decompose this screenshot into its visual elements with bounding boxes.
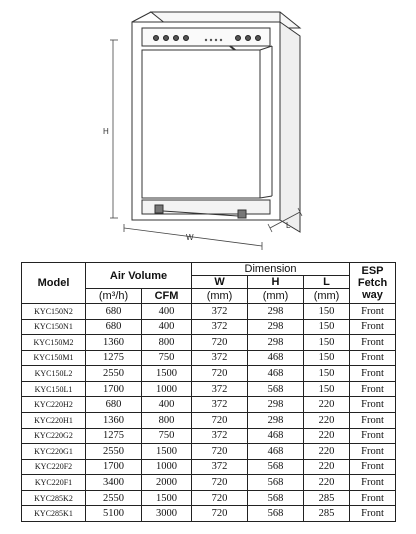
- cell-w: 372: [192, 304, 248, 320]
- header-w-unit: (mm): [192, 289, 248, 304]
- cell-model: KYC220H2: [22, 397, 86, 413]
- table-row: [22, 350, 396, 366]
- table-row: [22, 444, 396, 460]
- header-w: W: [192, 276, 248, 289]
- cell-m3h: 3400: [86, 475, 142, 491]
- valve-group-right: [236, 36, 261, 41]
- cell-model: KYC220G2: [22, 428, 86, 444]
- cell-way: Front: [350, 412, 396, 428]
- cell-m3h: 1275: [86, 350, 142, 366]
- cell-m3h: 2550: [86, 490, 142, 506]
- header-l: L: [304, 276, 350, 289]
- cabinet-side-face: [280, 22, 300, 232]
- cell-h: 298: [248, 304, 304, 320]
- cell-h: 568: [248, 490, 304, 506]
- cell-model: KYC220G1: [22, 444, 86, 460]
- header-h: H: [248, 276, 304, 289]
- cell-l: 150: [304, 335, 350, 351]
- cell-way: Front: [350, 319, 396, 335]
- header-h-unit: (mm): [248, 289, 304, 304]
- table-row: [22, 475, 396, 491]
- cell-l: 220: [304, 397, 350, 413]
- table-row: [22, 506, 396, 522]
- cell-cfm: 400: [142, 304, 192, 320]
- cell-m3h: 680: [86, 319, 142, 335]
- cell-m3h: 2550: [86, 366, 142, 382]
- cell-l: 220: [304, 444, 350, 460]
- cell-way: Front: [350, 335, 396, 351]
- cell-cfm: 800: [142, 335, 192, 351]
- cell-way: Front: [350, 397, 396, 413]
- cell-w: 720: [192, 412, 248, 428]
- cell-l: 220: [304, 475, 350, 491]
- cell-model: KYC220F2: [22, 459, 86, 475]
- cell-cfm: 1500: [142, 444, 192, 460]
- cell-w: 720: [192, 475, 248, 491]
- cell-cfm: 750: [142, 350, 192, 366]
- cell-way: Front: [350, 304, 396, 320]
- cell-w: 720: [192, 490, 248, 506]
- cell-w: 372: [192, 350, 248, 366]
- cell-w: 720: [192, 506, 248, 522]
- cell-h: 468: [248, 428, 304, 444]
- cell-model: KYC150N1: [22, 319, 86, 335]
- cell-model: KYC220H1: [22, 412, 86, 428]
- spec-table: [21, 262, 396, 522]
- cell-model: KYC150L2: [22, 366, 86, 382]
- cell-h: 298: [248, 319, 304, 335]
- cell-h: 298: [248, 335, 304, 351]
- cell-way: Front: [350, 475, 396, 491]
- cell-w: 372: [192, 397, 248, 413]
- unit-dimension-drawing: [0, 0, 416, 256]
- cell-h: 298: [248, 412, 304, 428]
- cell-model: KYC150M2: [22, 335, 86, 351]
- header-air-volume: Air Volume: [86, 263, 192, 289]
- table-row: [22, 428, 396, 444]
- cell-l: 285: [304, 490, 350, 506]
- cell-m3h: 680: [86, 304, 142, 320]
- cell-h: 468: [248, 350, 304, 366]
- header-m3h-unit: (m³/h): [86, 289, 142, 304]
- cell-m3h: 5100: [86, 506, 142, 522]
- cell-l: 220: [304, 412, 350, 428]
- table-row: [22, 381, 396, 397]
- cell-m3h: 1360: [86, 412, 142, 428]
- cell-way: Front: [350, 428, 396, 444]
- cell-l: 150: [304, 319, 350, 335]
- table-row: [22, 304, 396, 320]
- header-model: Model: [22, 263, 86, 304]
- table-row: [22, 335, 396, 351]
- cell-l: 150: [304, 350, 350, 366]
- table-row: [22, 459, 396, 475]
- depth-label: L: [286, 221, 291, 230]
- cell-m3h: 680: [86, 397, 142, 413]
- cell-cfm: 1000: [142, 459, 192, 475]
- cell-way: Front: [350, 444, 396, 460]
- cell-cfm: 400: [142, 397, 192, 413]
- cell-model: KYC285K2: [22, 490, 86, 506]
- header-esp-fetch-way: [350, 263, 396, 304]
- cell-l: 220: [304, 428, 350, 444]
- header-cfm: CFM: [142, 289, 192, 304]
- cell-cfm: 800: [142, 412, 192, 428]
- cell-cfm: 400: [142, 319, 192, 335]
- cell-way: Front: [350, 490, 396, 506]
- header-way: way: [362, 289, 383, 301]
- cell-model: KYC220F1: [22, 475, 86, 491]
- cell-m3h: 2550: [86, 444, 142, 460]
- cell-h: 568: [248, 506, 304, 522]
- table-row: [22, 412, 396, 428]
- height-label: H: [103, 127, 109, 136]
- cell-l: 150: [304, 366, 350, 382]
- cell-cfm: 1500: [142, 490, 192, 506]
- cell-w: 372: [192, 428, 248, 444]
- cell-way: Front: [350, 350, 396, 366]
- cell-cfm: 2000: [142, 475, 192, 491]
- cell-l: 285: [304, 506, 350, 522]
- cell-w: 720: [192, 444, 248, 460]
- cell-m3h: 1360: [86, 335, 142, 351]
- header-esp: ESP: [361, 265, 384, 277]
- cell-h: 568: [248, 381, 304, 397]
- cell-h: 568: [248, 459, 304, 475]
- cell-cfm: 3000: [142, 506, 192, 522]
- cell-h: 298: [248, 397, 304, 413]
- table-row: [22, 319, 396, 335]
- cell-way: Front: [350, 366, 396, 382]
- table-row: [22, 490, 396, 506]
- cell-m3h: 1700: [86, 459, 142, 475]
- cell-w: 720: [192, 335, 248, 351]
- table-row: [22, 397, 396, 413]
- cell-model: KYC150M1: [22, 350, 86, 366]
- cell-w: 372: [192, 459, 248, 475]
- cell-model: KYC285K1: [22, 506, 86, 522]
- cell-w: 372: [192, 319, 248, 335]
- cell-way: Front: [350, 381, 396, 397]
- cell-w: 372: [192, 381, 248, 397]
- header-fetch: Fetch: [357, 277, 388, 289]
- cell-w: 720: [192, 366, 248, 382]
- cell-way: Front: [350, 506, 396, 522]
- cell-h: 468: [248, 366, 304, 382]
- header-dimension: Dimension: [192, 263, 350, 276]
- front-access-panel: [142, 50, 260, 198]
- cell-way: Front: [350, 459, 396, 475]
- spec-table-body: [22, 304, 396, 522]
- cell-h: 468: [248, 444, 304, 460]
- table-row: [22, 366, 396, 382]
- cell-l: 150: [304, 304, 350, 320]
- cell-cfm: 1500: [142, 366, 192, 382]
- cell-cfm: 1000: [142, 381, 192, 397]
- cell-model: KYC150L1: [22, 381, 86, 397]
- cell-l: 220: [304, 459, 350, 475]
- cell-h: 568: [248, 475, 304, 491]
- cell-l: 150: [304, 381, 350, 397]
- width-label: W: [186, 233, 194, 242]
- header-l-unit: (mm): [304, 289, 350, 304]
- cell-m3h: 1275: [86, 428, 142, 444]
- cell-m3h: 1700: [86, 381, 142, 397]
- cell-cfm: 750: [142, 428, 192, 444]
- cell-model: KYC150N2: [22, 304, 86, 320]
